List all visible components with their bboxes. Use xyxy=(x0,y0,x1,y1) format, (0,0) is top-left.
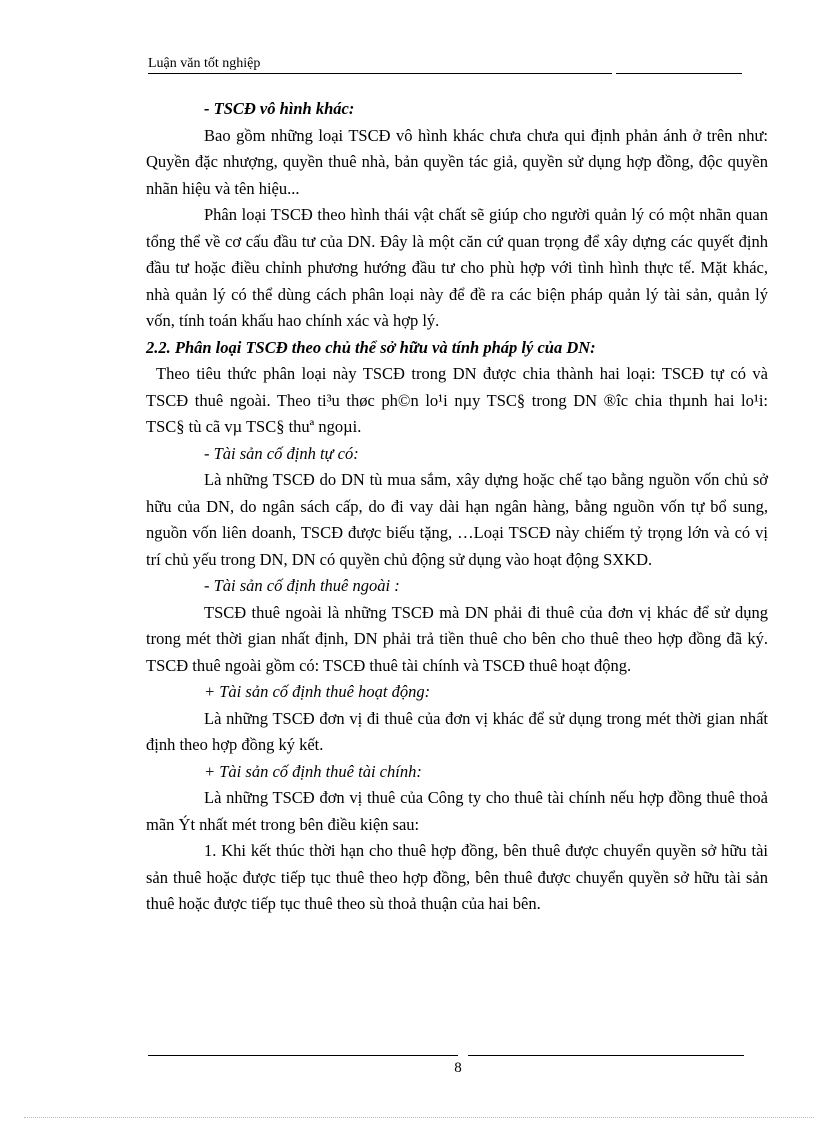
header-title: Luận văn tốt nghiệp xyxy=(148,56,261,71)
page-header xyxy=(148,56,742,78)
paragraph: Là những TSCĐ đơn vị đi thuê của đơn vị khác để sử dụng trong mét thời gian nhất định theo hợp đồng ký kết. xyxy=(146,708,768,754)
paragraph: Theo tiêu thức phân loại này TSCĐ trong DN được chia thành hai loại: TSCĐ tự có và TSCĐ thuê ngoài. Theo ti³u thøc ph©n lo¹i nµy TSC§ trong DN ®îc chia thµnh hai lo¹i: TSC§ tù cã vµ TSC§ thuª ngoµi. xyxy=(146,364,768,436)
footer-rule-left xyxy=(148,1055,458,1056)
paragraph: TSCĐ thuê ngoài là những TSCĐ mà DN phải đi thuê của đơn vị khác để sử dụng trong mét thời gian nhất định, DN phải trả tiền thuê cho bên cho thuê theo hợp đồng đã ký. TSCĐ thuê ngoài gồm có: TSCĐ thuê tài chính và TSCĐ thuê hoạt động. xyxy=(146,602,768,675)
subheading-finance-lease: + Tài sản cố định thuê tài chính: xyxy=(204,761,422,781)
header-rule xyxy=(148,73,612,74)
paragraph: Phân loại TSCĐ theo hình thái vật chất sẽ giúp cho người quản lý có một nhãn quan tổng thể về cơ cấu đầu tư của DN. Đây là một căn cứ quan trọng để xây dựng các quyết định đầu tư hoặc điều chỉnh phương hướng đầu tư cho phù hợp với tình hình thực tế. Mặt khác, nhà quản lý có thể dùng cách phân loại này để đề ra các biện pháp quản lý tài sản, quản lý vốn, tính toán khấu hao chính xác và hợp lý. xyxy=(146,205,768,330)
document-body xyxy=(146,96,768,918)
section-heading-intangible-other: - TSCĐ vô hình khác: xyxy=(204,99,355,118)
subheading-own-assets: - Tài sản cố định tự có: xyxy=(204,443,359,463)
page-number: 8 xyxy=(454,1060,462,1076)
subheading-leased-assets: - Tài sản cố định thuê ngoài : xyxy=(204,576,400,595)
paragraph: 1. Khi kết thúc thời hạn cho thuê hợp đồng, bên thuê được chuyển quyền sở hữu tài sản thuê hoặc được tiếp tục thuê theo hợp đồng, bên thuê được chuyển quyền sở hữu tài sản thuê hoặc được tiếp tục thuê theo sù thoả thuận của hai bên. xyxy=(146,841,768,913)
footer-rule-right xyxy=(468,1055,744,1056)
subheading-operating-lease: + Tài sản cố định thuê hoạt động: xyxy=(204,682,431,701)
paragraph: Là những TSCĐ đơn vị thuê của Công ty cho thuê tài chính nếu hợp đồng thuê thoả mãn Ýt nhất mét trong bên điều kiện sau: xyxy=(146,788,768,834)
paragraph: Bao gồm những loại TSCĐ vô hình khác chưa chưa qui định phản ánh ở trên như: Quyền đặc nhượng, quyền thuê nhà, bản quyền tác giả, quyền sử dụng hợp đồng, độc quyền nhãn hiệu và tên hiệu... xyxy=(146,125,768,198)
paragraph: Là những TSCĐ do DN tù mua sắm, xây dựng hoặc chế tạo bằng nguồn vốn chủ sở hữu của DN, do ngân sách cấp, do đi vay dài hạn ngân hàng, bằng nguồn vốn tự bổ sung, nguồn vốn liên doanh, TSCĐ được biếu tặng, …Loại TSCĐ này chiếm tỷ trọng lớn và có vị trí chủ yếu trong DN, DN có quyền chủ động sử dụng vào hoạt động SXKD. xyxy=(146,470,768,569)
section-heading-2-2: 2.2. Phân loại TSCĐ theo chủ thể sở hữu và tính pháp lý của DN: xyxy=(146,337,596,357)
page-break-divider xyxy=(24,1117,814,1118)
header-rule-right xyxy=(616,73,742,74)
